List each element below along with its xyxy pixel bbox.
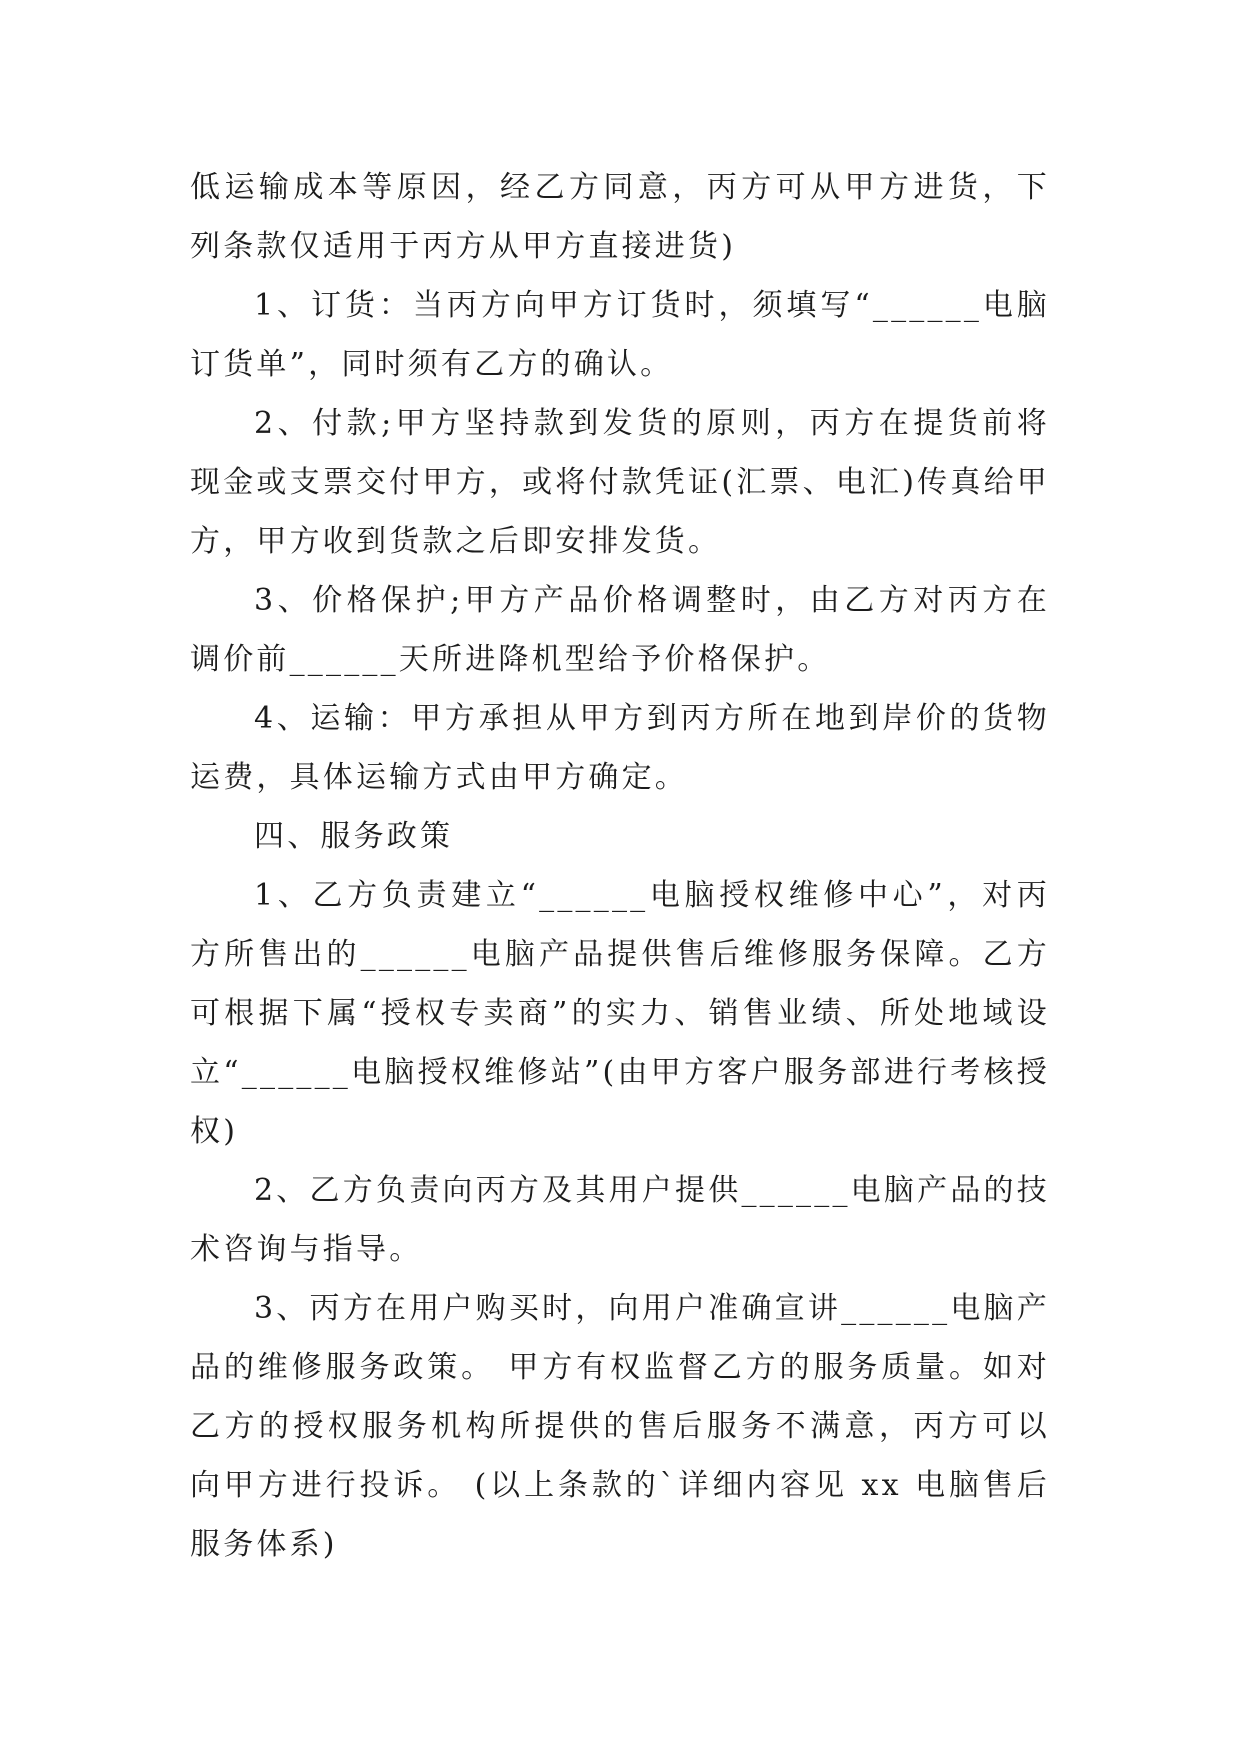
paragraph-service-3: 3、丙方在用户购买时，向用户准确宣讲______电脑产品的维修服务政策。 甲方有权监督乙方的服务质量。如对乙方的授权服务机构所提供的售后服务不满意，丙方可以向甲方进行投诉。 (以上条款的`详细内容见 xx 电脑售后服务体系) — [190, 1291, 1050, 1562]
paragraph-price-protection: 3、价格保护;甲方产品价格调整时，由乙方对丙方在调价前______天所进降机型给予价格保护。 — [190, 583, 1050, 677]
paragraph-transport: 4、运输：甲方承担从甲方到丙方所在地到岸价的货物运费，具体运输方式由甲方确定。 — [190, 701, 1050, 795]
paragraph-service-2: 2、乙方负责向丙方及其用户提供______电脑产品的技术咨询与指导。 — [190, 1173, 1050, 1267]
section-heading-service-policy: 四、服务政策 — [254, 819, 454, 854]
paragraph-continuation: 低运输成本等原因，经乙方同意，丙方可从甲方进货，下列条款仅适用于丙方从甲方直接进货) — [190, 170, 1050, 264]
paragraph-ordering: 1、订货：当丙方向甲方订货时，须填写“______电脑订货单”，同时须有乙方的确认。 — [190, 288, 1050, 382]
paragraph-payment: 2、付款;甲方坚持款到发货的原则，丙方在提货前将现金或支票交付甲方，或将付款凭证(汇票、电汇)传真给甲方，甲方收到货款之后即安排发货。 — [190, 406, 1050, 559]
paragraph-service-1: 1、乙方负责建立“______电脑授权维修中心”，对丙方所售出的______电脑产品提供售后维修服务保障。乙方可根据下属“授权专卖商”的实力、销售业绩、所处地域设立“______电脑授权维修站”(由甲方客户服务部进行考核授权) — [190, 878, 1050, 1149]
document-body — [190, 158, 1050, 1574]
